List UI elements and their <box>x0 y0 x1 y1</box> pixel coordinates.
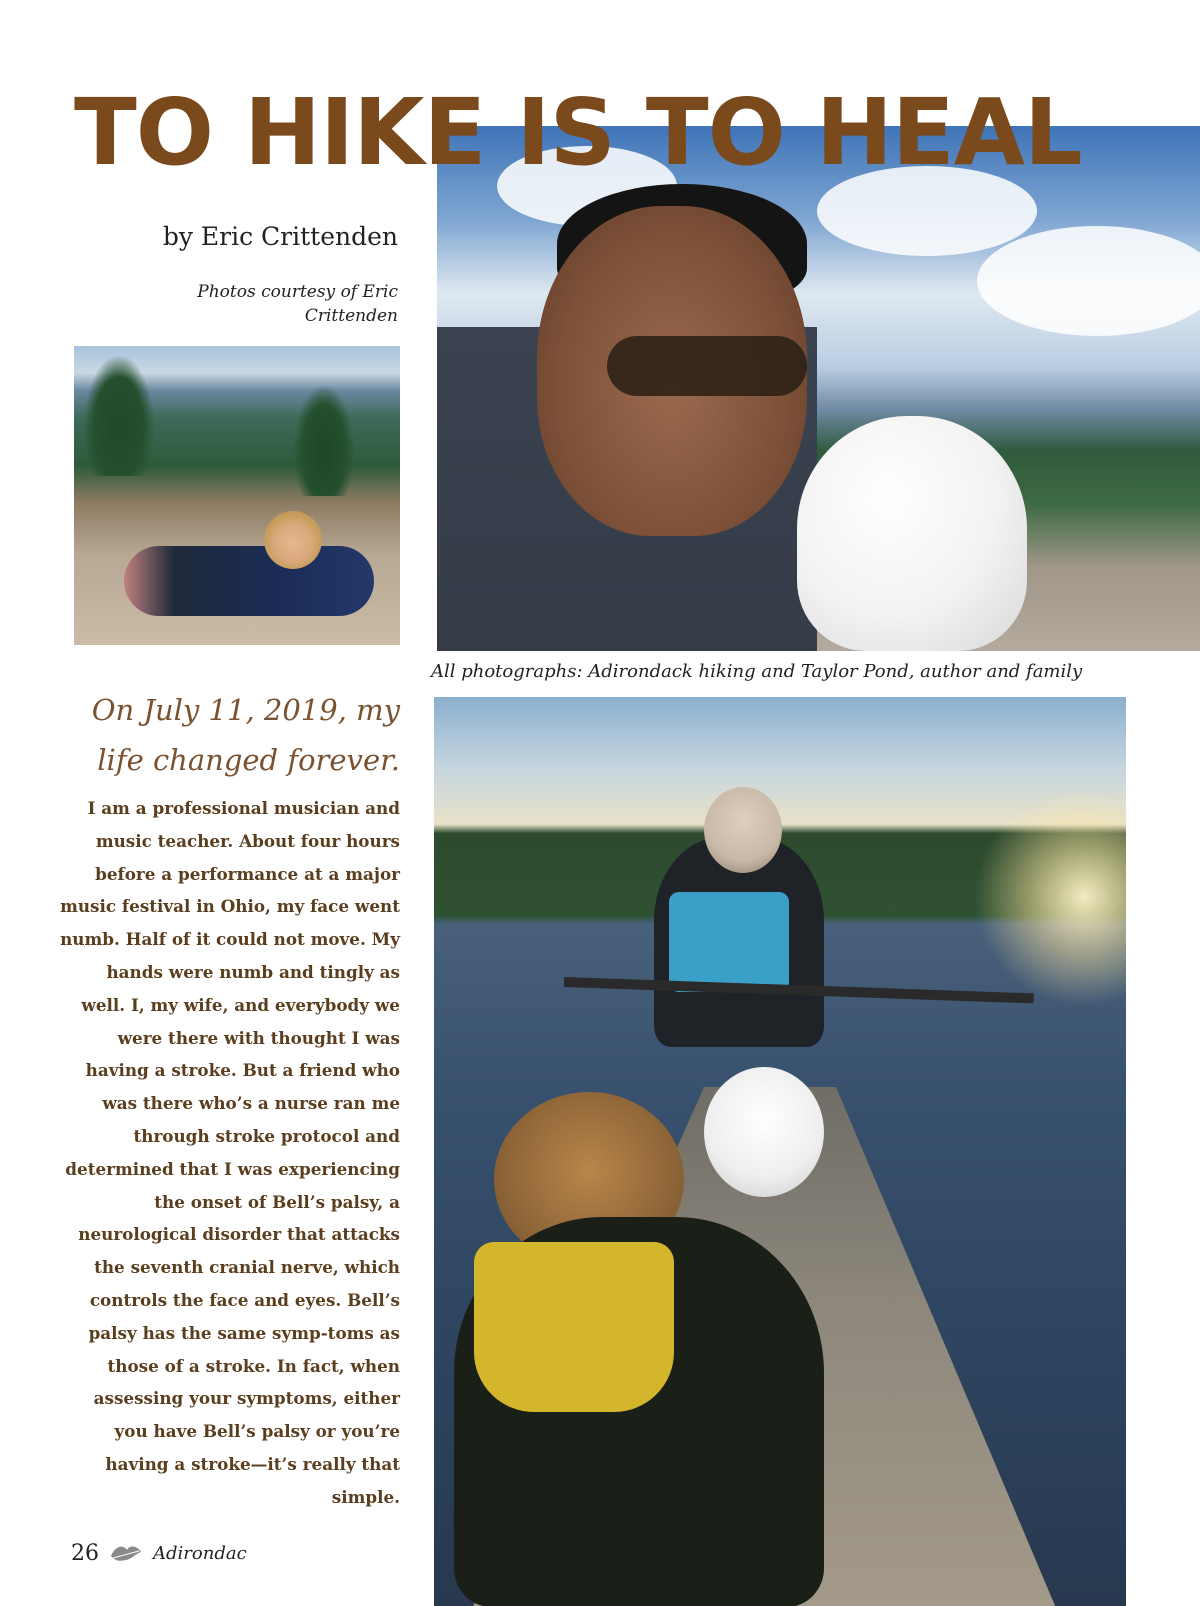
photo-author-with-dog <box>437 126 1200 651</box>
article-body: I am a professional musician and music teacher. About four hours before a performance at a major music festival in Ohio, my face went numb. Half of it could not move. My hands were numb and tingly as well. I, my wife, and everybody we were there with thought I was having a stroke. But a friend who was there who’s a nurse ran me through stroke protocol and determined that I was experiencing the onset of Bell’s palsy, a neurological disorder that attacks the seventh cranial nerve, which controls the face and eyes. Bell’s palsy has the same symp-toms as those of a stroke. In fact, when assessing your symptoms, either you have Bell’s palsy or you’re having a stroke—it’s really that simple. <box>60 798 400 1507</box>
photo-blue-life-vest <box>669 892 789 992</box>
photo-child-head <box>264 511 322 569</box>
photo-cloud <box>977 226 1200 336</box>
photo-caption: All photographs: Adirondack hiking and Taylor Pond, author and family <box>431 661 1083 682</box>
photo-paddler-head <box>704 787 782 873</box>
page-number: 26 <box>71 1540 99 1566</box>
photo-child-on-summit <box>74 346 400 645</box>
article-title: TO HIKE IS TO HEAL <box>74 79 1082 186</box>
photo-credit: Photos courtesy of Eric Crittenden <box>197 282 398 326</box>
photo-yellow-life-vest <box>474 1242 674 1412</box>
photo-tree <box>294 386 354 496</box>
photo-author-sunglasses <box>607 336 807 396</box>
leaf-icon <box>109 1542 143 1564</box>
publication-name: Adirondac <box>153 1542 247 1564</box>
byline: by Eric Crittenden <box>162 222 398 251</box>
pull-quote: On July 11, 2019, my life changed forever. <box>91 693 400 777</box>
photo-sun-glare <box>974 787 1126 1007</box>
photo-white-dog <box>797 416 1027 651</box>
photo-family-canoe <box>434 697 1126 1606</box>
photo-tree <box>84 356 154 476</box>
photo-child-body <box>124 546 374 616</box>
page-footer <box>71 1533 247 1573</box>
photo-dog-in-canoe <box>704 1067 824 1197</box>
